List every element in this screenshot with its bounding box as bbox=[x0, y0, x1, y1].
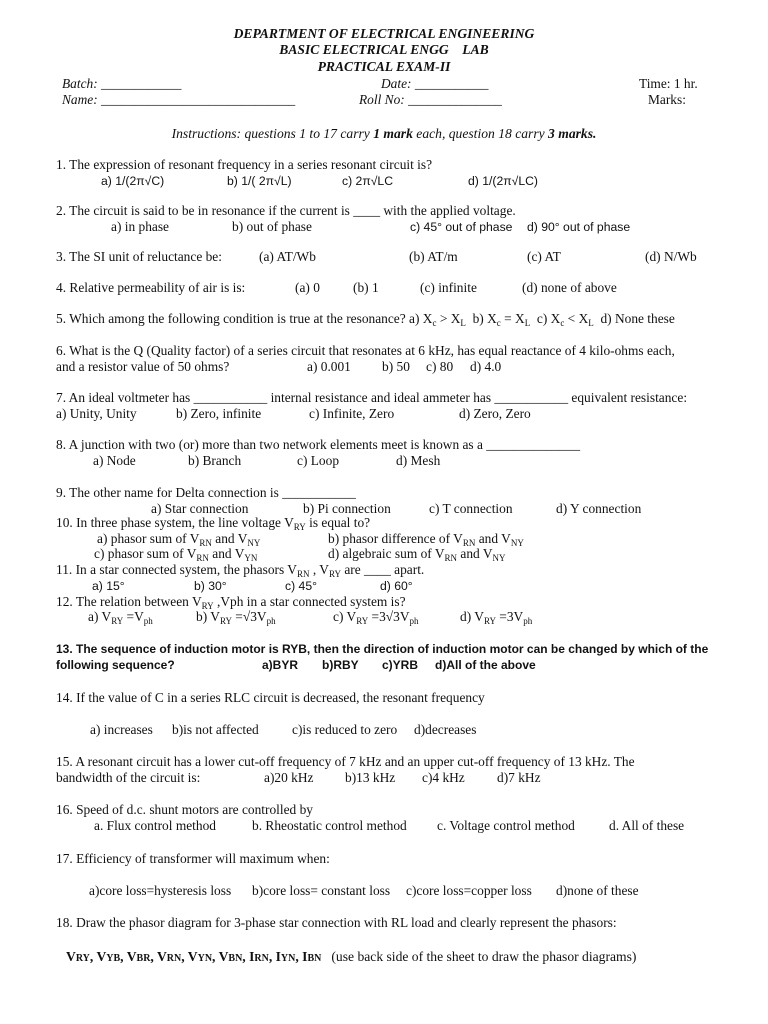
q8-option-b: b) Branch bbox=[188, 453, 242, 468]
q17-option-b: b)core loss= constant loss bbox=[252, 883, 391, 898]
q18-note: (use back side of the sheet to draw the phasor diagrams) bbox=[331, 949, 637, 964]
q14-option-b: b)is not affected bbox=[172, 722, 259, 737]
q10-option-b: b) phasor difference of $V_{RN}$ and $V_{NY}$ bbox=[328, 531, 524, 548]
question-13-line-2: following sequence? bbox=[56, 658, 175, 672]
question-10: 10. In three phase system, the line voltage $V_{RY}$ is equal to? bbox=[56, 515, 371, 532]
q12-option-c: c) $V_{RY} =3√3V_{ph}$ bbox=[333, 609, 419, 626]
question-14: 14. If the value of C in a series RLC circuit is decreased, the resonant frequency bbox=[56, 690, 485, 705]
question-15-line-2: bandwidth of the circuit is: bbox=[56, 770, 201, 785]
q15-option-b: b)13 kHz bbox=[345, 770, 396, 785]
q17-option-d: d)none of these bbox=[556, 883, 639, 898]
question-6-line-2: and a resistor value of 50 ohms? bbox=[56, 359, 230, 374]
q1-option-b: b) 1/( 2π√L) bbox=[227, 174, 292, 188]
q17-option-a: a)core loss=hysteresis loss bbox=[89, 883, 232, 898]
q2-option-d: d) 90° out of phase bbox=[527, 220, 631, 234]
q14-option-c: c)is reduced to zero bbox=[292, 722, 398, 737]
q11-option-b: b) 30° bbox=[194, 579, 227, 593]
question-7: 7. An ideal voltmeter has ___________ internal resistance and ideal ammeter has ___________ equivalent resistance: bbox=[56, 390, 688, 405]
question-6: 6. What is the Q (Quality factor) of a series circuit that resonates at 6 kHz, has equal reactance of 4 kilo-ohms each, bbox=[56, 343, 675, 358]
question-11: 11. In a star connected system, the phasors $V_{RN}$ , $V_{RY}$ are ____ apart. bbox=[56, 562, 425, 579]
q17-option-c: c)core loss=copper loss bbox=[406, 883, 532, 898]
q3-option-c: (c) AT bbox=[527, 249, 561, 264]
question-2: 2. The circuit is said to be in resonance if the current is ____ with the applied voltage. bbox=[56, 203, 516, 218]
question-8: 8. A junction with two (or) more than two network elements meet is known as a ______________ bbox=[56, 437, 581, 452]
q2-option-b: b) out of phase bbox=[232, 219, 312, 234]
question-15: 15. A resonant circuit has a lower cut-off frequency of 7 kHz and an upper cut-off frequency of 13 kHz. The bbox=[56, 754, 635, 769]
q4-option-d: (d) none of above bbox=[522, 280, 617, 295]
q6-option-b: b) 50 bbox=[382, 359, 410, 374]
q2-option-c: c) 45° out of phase bbox=[410, 220, 513, 234]
q11-option-a: a) 15° bbox=[92, 579, 125, 593]
q9-option-b: b) Pi connection bbox=[303, 501, 391, 516]
q16-option-d: d. All of these bbox=[609, 818, 685, 833]
q7-option-a: a) Unity, Unity bbox=[56, 406, 137, 421]
q7-option-d: d) Zero, Zero bbox=[459, 406, 531, 421]
q12-option-a: a) $V_{RY} =V_{ph}$ bbox=[88, 609, 153, 626]
q3-option-d: (d) N/Wb bbox=[645, 249, 697, 264]
question-3: 3. The SI unit of reluctance be: bbox=[56, 249, 222, 264]
question-13: 13. The sequence of induction motor is RYB, then the direction of induction motor can be changed by which of the bbox=[56, 642, 709, 656]
q11-option-c: c) 45° bbox=[285, 579, 317, 593]
q4-option-a: (a) 0 bbox=[295, 280, 320, 295]
q15-option-a: a)20 kHz bbox=[264, 770, 314, 785]
q5-option-b: b) $X_c = X_L$ bbox=[472, 311, 531, 328]
q1-option-d: d) 1/(2π√LC) bbox=[468, 174, 538, 188]
q13-option-c: c)YRB bbox=[382, 658, 419, 672]
q13-option-b: b)RBY bbox=[322, 658, 359, 672]
q5-stem: 5. Which among the following condition is true at the resonance? bbox=[56, 311, 406, 326]
q6-option-d: d) 4.0 bbox=[470, 359, 502, 374]
q8-option-a: a) Node bbox=[93, 453, 136, 468]
question-5 bbox=[56, 311, 675, 327]
q11-option-d: d) 60° bbox=[380, 579, 413, 593]
department-title: DEPARTMENT OF ELECTRICAL ENGINEERING bbox=[233, 26, 535, 41]
q9-option-c: c) T connection bbox=[429, 501, 513, 516]
q1-option-a: a) 1/(2π√C) bbox=[101, 174, 165, 188]
q15-option-c: c)4 kHz bbox=[422, 770, 465, 785]
q15-option-d: d)7 kHz bbox=[497, 770, 541, 785]
q9-option-d: d) Y connection bbox=[556, 501, 642, 516]
q13-option-a: a)BYR bbox=[262, 658, 299, 672]
question-1: 1. The expression of resonant frequency in a series resonant circuit is? bbox=[56, 157, 433, 172]
question-18: 18. Draw the phasor diagram for 3-phase star connection with RL load and clearly represent the phasors: bbox=[56, 915, 617, 930]
q7-option-c: c) Infinite, Zero bbox=[309, 406, 395, 421]
time-label: Time: 1 hr. bbox=[639, 76, 698, 91]
exam-title: PRACTICAL EXAM-II bbox=[317, 59, 451, 74]
batch-field: Batch: ____________ bbox=[62, 76, 182, 91]
q1-option-c: c) 2π√LC bbox=[342, 174, 393, 188]
q8-option-c: c) Loop bbox=[297, 453, 340, 468]
question-17: 17. Efficiency of transformer will maximum when: bbox=[56, 851, 330, 866]
q10-option-d: d) algebraic sum of $V_{RN}$ and $V_{NY}$ bbox=[328, 546, 506, 563]
instructions-marks: 3 marks. bbox=[548, 126, 597, 141]
q13-option-d: d)All of the above bbox=[435, 658, 536, 672]
q3-option-a: (a) AT/Wb bbox=[259, 249, 316, 264]
q6-option-a: a) 0.001 bbox=[307, 359, 351, 374]
question-16: 16. Speed of d.c. shunt motors are controlled by bbox=[56, 802, 313, 817]
q5-option-a: a) $X_c > X_L$ bbox=[409, 311, 466, 328]
q16-option-c: c. Voltage control method bbox=[437, 818, 575, 833]
question-12: 12. The relation between $V_{RY}$ ,Vph in a star connected system is? bbox=[56, 594, 406, 611]
q18-phasors: Vry, Vyb, Vbr, Vrn, Vyn, Vbn, Irn, Iyn, Ibn bbox=[66, 949, 322, 964]
q2-option-a: a) in phase bbox=[111, 219, 170, 234]
q9-option-a: a) Star connection bbox=[151, 501, 249, 516]
q6-option-c: c) 80 bbox=[426, 359, 454, 374]
instructions-text-2: each, question 18 carry bbox=[412, 126, 549, 141]
roll-field: Roll No: ______________ bbox=[359, 92, 502, 107]
q4-option-c: (c) infinite bbox=[420, 280, 477, 295]
question-9: 9. The other name for Delta connection is ___________ bbox=[56, 485, 356, 500]
instructions-text: Instructions: questions 1 to 17 carry bbox=[171, 126, 374, 141]
q14-option-d: d)decreases bbox=[414, 722, 477, 737]
q3-option-b: (b) AT/m bbox=[409, 249, 458, 264]
q5-option-c: c) $X_c < X_L$ bbox=[536, 311, 594, 328]
question-4: 4. Relative permeability of air is is: bbox=[56, 280, 246, 295]
date-field: Date: ___________ bbox=[381, 76, 489, 91]
instructions-mark: 1 mark bbox=[373, 126, 413, 141]
q4-option-b: (b) 1 bbox=[353, 280, 379, 295]
q5-option-d: d) None these bbox=[600, 311, 675, 326]
q12-option-b: b) $V_{RY} =√3V_{ph}$ bbox=[196, 609, 276, 626]
q14-option-a: a) increases bbox=[90, 722, 153, 737]
q10-option-c: c) phasor sum of $V_{RN}$ and $V_{YN}$ bbox=[94, 546, 258, 563]
q8-option-d: d) Mesh bbox=[396, 453, 441, 468]
lab-title: BASIC ELECTRICAL ENGG LAB bbox=[279, 42, 489, 57]
name-field: Name: _____________________________ bbox=[62, 92, 296, 107]
q10-option-a: a) phasor sum of $V_{RN}$ and $V_{NY}$ bbox=[97, 531, 261, 548]
q18-phasor-list bbox=[66, 949, 636, 965]
q16-option-b: b. Rheostatic control method bbox=[252, 818, 407, 833]
marks-label: Marks: bbox=[648, 92, 686, 107]
q16-option-a: a. Flux control method bbox=[94, 818, 216, 833]
q7-option-b: b) Zero, infinite bbox=[176, 406, 262, 421]
instructions bbox=[0, 126, 768, 142]
q12-option-d: d) $V_{RY} =3V_{ph}$ bbox=[460, 609, 533, 626]
